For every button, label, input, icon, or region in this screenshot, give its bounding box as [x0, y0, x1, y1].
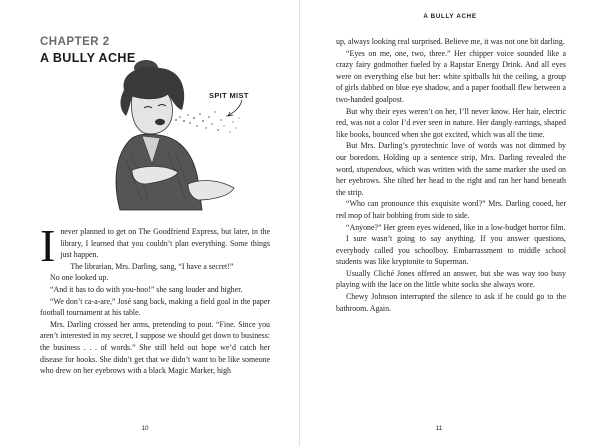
paragraph-text: , which was written with the same marker she used on her eyebrows. She tilted her head to the right and ran her hand beneath the strip. [336, 164, 566, 197]
right-body-text [336, 36, 566, 314]
paragraph: “Eyes on me, one, two, three.” Her chipper voice sounded like a crazy fairy godmother fueled by a Rapstar Energy Drink. And all eyes were on everything else but her: white spitballs hit the ceiling, a group of girls dabbed on blue eye shadow, and a paper football flew between a two-handed goalpost. [336, 48, 566, 104]
paragraph: “We don’t ca-a-are,” José sang back, making a field goal in the paper football tournament at his table. [40, 296, 270, 318]
paragraph: The librarian, Mrs. Darling, sang, “I have a secret!” [70, 261, 234, 271]
left-body-text [40, 220, 270, 377]
face-shape [131, 94, 172, 134]
chapter-number: CHAPTER 2 [40, 36, 110, 48]
paragraph: Usually Cliché Jones offered an answer, but she was way too busy playing with the lace on the little white socks she always wore. [336, 268, 566, 290]
opening-paragraph-text: never planned to get on The Goodfriend Express, but later, in the library, I learned that you couldn’t plan everything. Some things just happen. [60, 227, 270, 260]
page-number-left: 10 [141, 425, 149, 432]
page-number-right: 11 [435, 425, 443, 432]
paragraph: Chewy Johnson interrupted the silence to ask if he could go to the bathroom. Again. [336, 292, 566, 313]
paragraph-text: But Mrs. Darling’s pyrotechnic love of words was not dimmed by our boredom. Holding up a sentence strip, Mrs. Darling revealed the word, [336, 141, 566, 174]
drop-cap: I [40, 220, 56, 271]
paragraph: “And it has to do with you-hoo!” she sang louder and higher. [50, 284, 243, 294]
paragraph: Mrs. Darling crossed her arms, pretending to pout. “Fine. Since you aren’t interested in my secret, I suppose we should get down to business: the business . . . of words.” She still held out hope we’d catch her disease for books. She didn’t get that we didn’t want to be like someone who drew on her eyebrows with a black Magic Marker, high [40, 319, 270, 376]
chapter-title: A BULLY ACHE [40, 51, 136, 65]
illustration-label: SPIT MIST [209, 91, 249, 100]
paragraph: up, always looking real surprised. Believe me, it was not one bit darling. [336, 37, 565, 46]
paragraph: I sure wasn’t going to say anything. If you answer questions, everybody called you schoolboy. Embarrassment to middle school students was like kryptonite to Superman. [336, 234, 566, 267]
paragraph: No one looked up. [50, 273, 109, 283]
chapter-illustration [102, 60, 278, 212]
paragraph [336, 140, 566, 198]
paragraph: But why their eyes weren’t on her, I’ll never know. Her hair, electric red, was not a color I’d ever seen in nature. Her dangly earrings, shaped like books, bounced when she got excited, which was all the time. [336, 106, 566, 139]
vocabulary-word: stupendous [356, 164, 393, 174]
running-head: A BULLY ACHE [423, 13, 477, 20]
paragraph: “Anyone?” Her green eyes widened, like in a low-budget horror film. [346, 222, 566, 232]
paragraph: “Who can pronounce this exquisite word?” Mrs. Darling cooed, her red mop of hair bobbing from side to side. [336, 199, 566, 220]
